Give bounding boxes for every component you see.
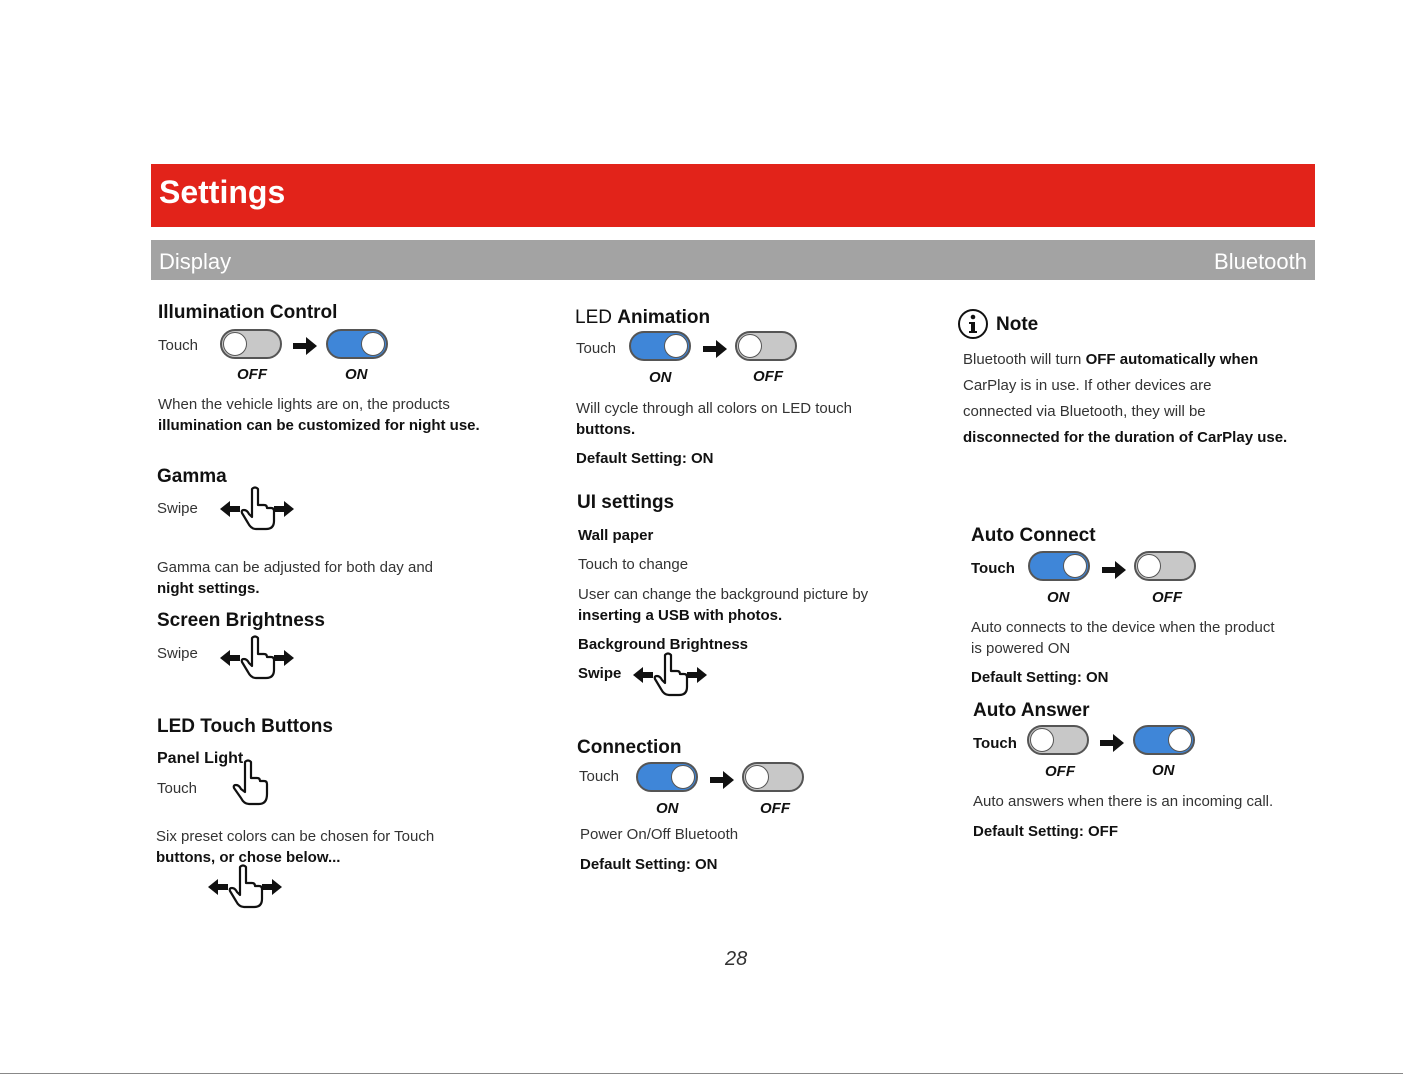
note-body — [963, 347, 1287, 451]
page-title: Settings — [159, 174, 286, 210]
auto-connect-title: Auto Connect — [971, 525, 1096, 546]
connection-toggle-off[interactable] — [742, 762, 804, 792]
desc-line: buttons, or chose below... — [156, 849, 341, 866]
illumination-action: Touch — [158, 337, 199, 354]
led-animation-from-label: ON — [649, 369, 672, 386]
auto-answer-action: Touch — [973, 735, 1017, 752]
auto-connect-default: Default Setting: ON — [971, 669, 1109, 686]
desc-line: When the vehicle lights are on, the products — [158, 396, 450, 413]
illumination-toggle-off[interactable] — [220, 329, 282, 359]
auto-connect-action: Touch — [971, 560, 1015, 577]
desc-line: Will cycle through all colors on LED touch — [576, 400, 852, 417]
auto-answer-toggle-on[interactable] — [1133, 725, 1195, 755]
auto-answer-default: Default Setting: OFF — [973, 823, 1118, 840]
note-text: CarPlay is in use. If other devices are — [963, 377, 1212, 394]
ui-settings-description — [578, 584, 868, 626]
toggle-knob — [745, 765, 769, 789]
display-section-label: Display — [159, 249, 232, 274]
connection-default: Default Setting: ON — [580, 856, 718, 873]
toggle-knob — [738, 334, 762, 358]
auto-connect-description — [971, 617, 1275, 659]
auto-connect-from-label: ON — [1047, 589, 1070, 606]
desc-line: buttons. — [576, 421, 636, 438]
page-bottom-divider — [0, 1073, 1403, 1074]
right-arrow-icon — [703, 339, 727, 359]
auto-connect-toggle-on[interactable] — [1028, 551, 1090, 581]
auto-connect-to-label: OFF — [1152, 589, 1182, 606]
desc-line: Gamma can be adjusted for both day and — [157, 559, 434, 576]
toggle-knob — [671, 765, 695, 789]
illumination-description — [158, 394, 480, 436]
page-number: 28 — [725, 948, 748, 970]
section-bar — [151, 240, 1315, 280]
led-animation-toggle-on[interactable] — [629, 331, 691, 361]
led-animation-title — [575, 307, 710, 329]
wallpaper-label: Wall paper — [578, 527, 654, 544]
auto-connect-toggle-off[interactable] — [1134, 551, 1196, 581]
wallpaper-action: Touch to change — [578, 556, 689, 573]
gamma-title: Gamma — [157, 466, 227, 487]
desc-line: inserting a USB with photos. — [578, 607, 783, 624]
note-title: Note — [996, 314, 1039, 335]
desc-line: Auto connects to the device when the product — [971, 619, 1275, 636]
connection-from-label: ON — [656, 800, 679, 817]
toggle-knob — [1137, 554, 1161, 578]
swipe-hand-icon — [218, 485, 296, 531]
background-brightness-label: Background Brightness — [578, 636, 749, 653]
gamma-action: Swipe — [157, 500, 198, 517]
desc-line: illumination can be customized for night use. — [158, 417, 480, 434]
background-brightness-action: Swipe — [578, 665, 622, 682]
right-arrow-icon — [1102, 560, 1126, 580]
led-animation-toggle-off[interactable] — [735, 331, 797, 361]
swipe-hand-icon — [631, 651, 709, 697]
gamma-description — [157, 557, 433, 599]
led-animation-description — [576, 398, 852, 440]
led-touch-buttons-title: LED Touch Buttons — [157, 716, 333, 737]
led-animation-action: Touch — [576, 340, 617, 357]
title-main: Animation — [617, 307, 711, 328]
panel-light-label: Panel Light — [157, 750, 244, 767]
screen-brightness-title: Screen Brightness — [157, 610, 325, 631]
settings-title-bar — [151, 164, 1315, 227]
info-icon — [957, 308, 989, 340]
desc-line: night settings. — [157, 580, 260, 597]
connection-toggle-on[interactable] — [636, 762, 698, 792]
tap-hand-icon — [229, 758, 269, 806]
toggle-knob — [361, 332, 385, 356]
illumination-to-label: ON — [345, 366, 368, 383]
illumination-from-label: OFF — [237, 366, 267, 383]
toggle-knob — [664, 334, 688, 358]
auto-answer-from-label: OFF — [1045, 763, 1075, 780]
title-prefix: LED — [575, 307, 612, 328]
toggle-knob — [1063, 554, 1087, 578]
led-animation-default: Default Setting: ON — [576, 450, 714, 467]
right-arrow-icon — [710, 770, 734, 790]
note-text: connected via Bluetooth, they will be — [963, 403, 1206, 420]
desc-line: User can change the background picture by — [578, 586, 869, 603]
note-text: Bluetooth will turn — [963, 351, 1086, 368]
led-touch-buttons-action: Touch — [157, 780, 198, 797]
right-arrow-icon — [1100, 733, 1124, 753]
desc-line: Six preset colors can be chosen for Touch — [156, 828, 435, 845]
auto-answer-description: Auto answers when there is an incoming call. — [973, 793, 1274, 810]
swipe-hand-icon — [206, 863, 284, 909]
led-animation-to-label: OFF — [753, 368, 783, 385]
illumination-toggle-on[interactable] — [326, 329, 388, 359]
right-arrow-icon — [293, 336, 317, 356]
connection-description: Power On/Off Bluetooth — [580, 826, 739, 843]
auto-answer-title: Auto Answer — [973, 700, 1090, 721]
screen-brightness-action: Swipe — [157, 645, 198, 662]
led-touch-buttons-description — [156, 826, 434, 868]
ui-settings-title: UI settings — [577, 492, 675, 513]
note-text-bold: OFF automatically when — [1085, 351, 1259, 368]
auto-answer-to-label: ON — [1152, 762, 1175, 779]
connection-action: Touch — [579, 768, 620, 785]
toggle-knob — [1030, 728, 1054, 752]
connection-to-label: OFF — [760, 800, 790, 817]
illumination-title: Illumination Control — [158, 302, 338, 323]
auto-answer-toggle-off[interactable] — [1027, 725, 1089, 755]
toggle-knob — [1168, 728, 1192, 752]
toggle-knob — [223, 332, 247, 356]
bluetooth-section-label: Bluetooth — [1214, 249, 1307, 274]
desc-line: is powered ON — [971, 640, 1071, 657]
note-text-bold: disconnected for the duration of CarPlay use. — [963, 429, 1288, 446]
swipe-hand-icon — [218, 634, 296, 680]
connection-title: Connection — [577, 737, 682, 758]
